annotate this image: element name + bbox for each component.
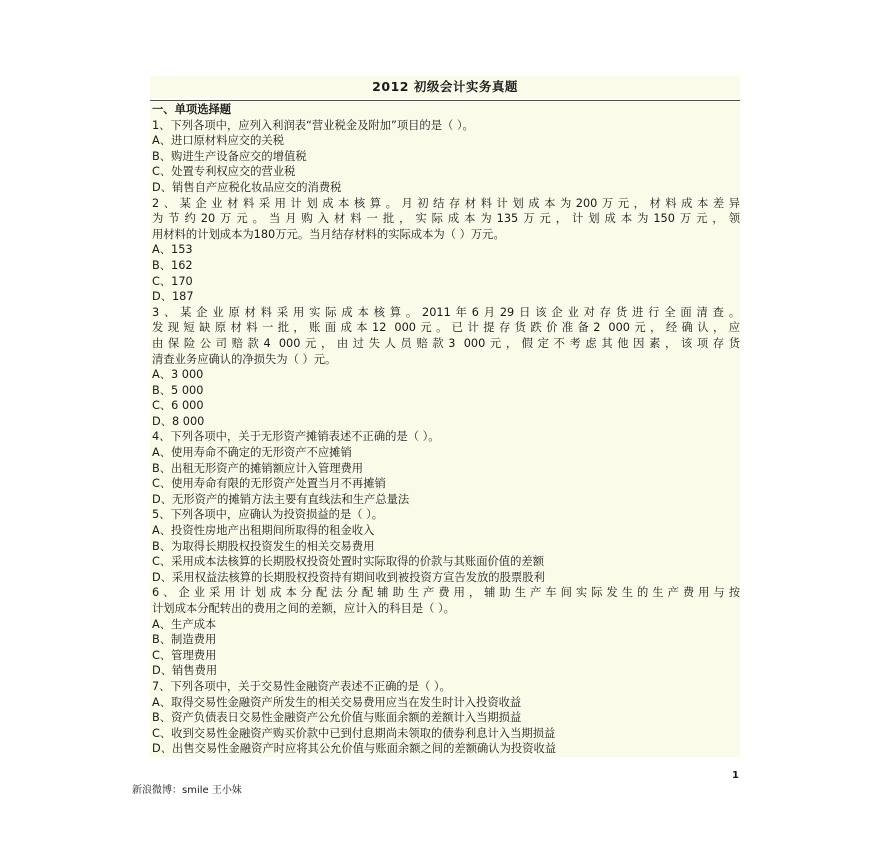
text-line: 计划成本分配转出的费用之间的差额，应计入的科目是（ ）。: [150, 601, 740, 617]
text-line: 由保险公司赔款4 000元，由过失人员赔款3 000元，假定不考虑其他因素，该项存货: [152, 336, 740, 350]
section-heading: 一、单项选择题: [150, 102, 740, 118]
text-line: B、资产负债表日交易性金融资产公允价值与账面余额的差额计入当期损益: [150, 710, 740, 726]
text-line: B、购进生产设备应交的增值税: [150, 149, 740, 165]
title-divider: [150, 100, 740, 101]
text-line: C、采用成本法核算的长期股权投资处置时实际取得的价款与其账面价值的差额: [150, 554, 740, 570]
text-line: A、取得交易性金融资产所发生的相关交易费用应当在发生时计入投资收益: [150, 695, 740, 711]
text-line: D、8 000: [150, 414, 740, 430]
text-line: B、制造费用: [150, 632, 740, 648]
text-line: 7、下列各项中，关于交易性金融资产表述不正确的是（ ）。: [150, 679, 740, 695]
text-line: 2、某企业材料采用计划成本核算。月初结存材料计划成本为200万元，材料成本差异: [152, 196, 740, 210]
text-line: D、无形资产的摊销方法主要有直线法和生产总量法: [150, 492, 740, 508]
text-line: D、销售自产应税化妆品应交的消费税: [150, 180, 740, 196]
text-line: 发现短缺原材料一批，账面成本12 000元。已计提存货跌价准备2 000元，经确认，应: [152, 321, 740, 335]
text-line: 5、下列各项中，应确认为投资损益的是（ ）。: [150, 507, 740, 523]
text-line: B、5 000: [150, 383, 740, 399]
text-line: C、170: [150, 274, 740, 290]
text-line: 4、下列各项中，关于无形资产摊销表述不正确的是（ ）。: [150, 429, 740, 445]
text-line: 用材料的计划成本为180万元。当月结存材料的实际成本为（ ）万元。: [150, 227, 740, 243]
text-line: A、使用寿命不确定的无形资产不应摊销: [150, 445, 740, 461]
question-body: [150, 102, 740, 757]
footer-credit: 新浪微博：smile 王小妹: [132, 785, 242, 796]
text-line: B、162: [150, 258, 740, 274]
text-line: C、收到交易性金融资产购买价款中已到付息期尚未领取的债券利息计入当期损益: [150, 726, 740, 742]
text-line: D、出售交易性金融资产时应将其公允价值与账面余额之间的差额确认为投资收益: [150, 741, 740, 757]
text-line: C、管理费用: [150, 648, 740, 664]
text-line: 清查业务应确认的净损失为（ ）元。: [150, 352, 740, 368]
text-line: D、销售费用: [150, 663, 740, 679]
page-number: 1: [732, 770, 739, 781]
text-line: A、3 000: [150, 367, 740, 383]
text-line: 3、某企业原材料采用实际成本核算。2011年6月29日该企业对存货进行全面清查。: [152, 305, 740, 319]
text-line: 1、下列各项中，应列入利润表“营业税金及附加”项目的是（ ）。: [150, 118, 740, 134]
text-line: C、处置专利权应交的营业税: [150, 164, 740, 180]
text-line: A、153: [150, 242, 740, 258]
text-line: A、生产成本: [150, 617, 740, 633]
text-line: A、进口原材料应交的关税: [150, 133, 740, 149]
text-line: 为节约20万元。当月购入材料一批，实际成本为135万元，计划成本为150万元，领: [152, 212, 740, 226]
text-line: 6、企业采用计划成本分配法分配辅助生产费用，辅助生产车间实际发生的生产费用与按: [152, 586, 740, 600]
text-line: C、使用寿命有限的无形资产处置当月不再摊销: [150, 476, 740, 492]
text-line: C、6 000: [150, 398, 740, 414]
text-line: B、出租无形资产的摊销额应计入管理费用: [150, 461, 740, 477]
page-title: 2012 初级会计实务真题: [150, 76, 740, 98]
text-line: D、187: [150, 289, 740, 305]
text-line: A、投资性房地产出租期间所取得的租金收入: [150, 523, 740, 539]
text-line: B、为取得长期股权投资发生的相关交易费用: [150, 539, 740, 555]
text-line: D、采用权益法核算的长期股权投资持有期间收到被投资方宣告发放的股票股利: [150, 570, 740, 586]
